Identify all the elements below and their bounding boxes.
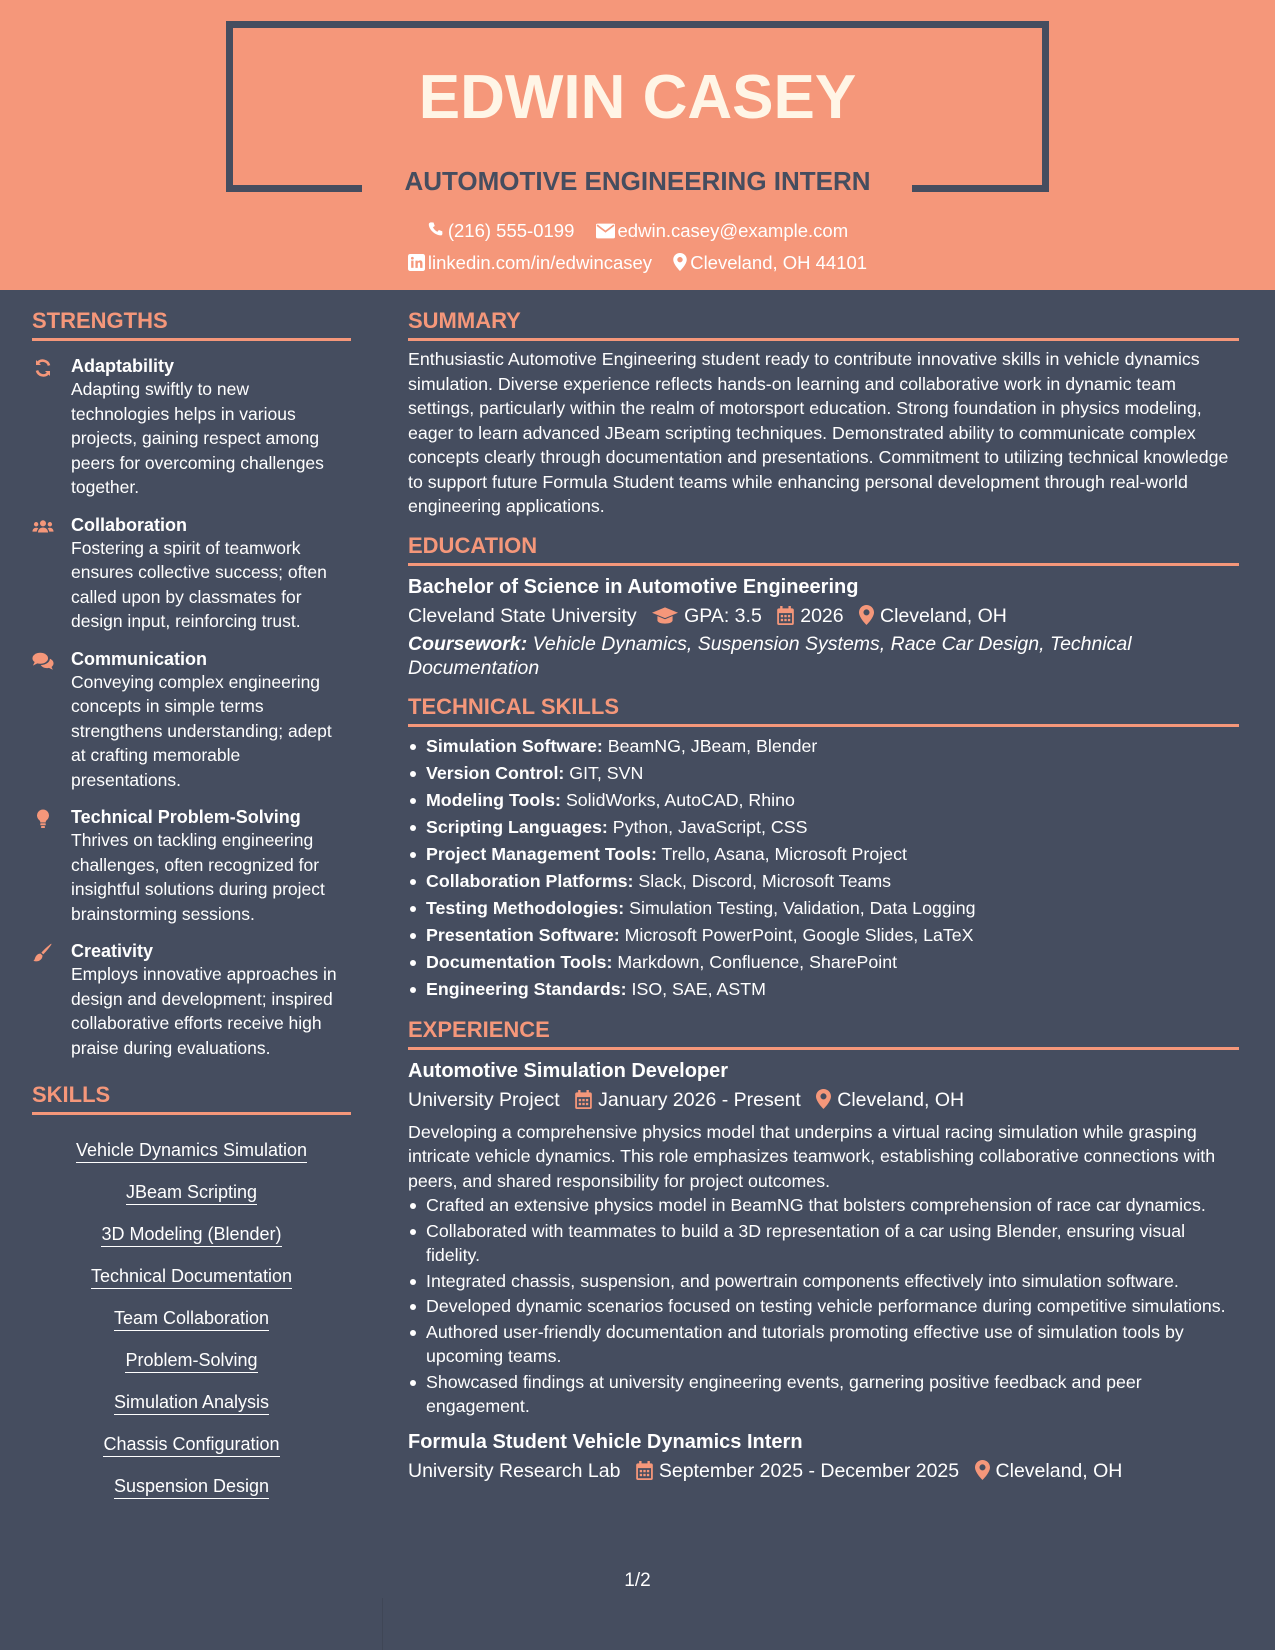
skills-list: [32, 1121, 351, 1499]
skill-tag: Suspension Design: [114, 1466, 269, 1499]
degree-title: Bachelor of Science in Automotive Engineering: [408, 575, 859, 598]
contact-phone[interactable]: [427, 220, 575, 242]
job-location: Cleveland, OH: [995, 1459, 1123, 1482]
list-item: Showcased findings at university engineering events, garnering positive feedback and peer engagement.: [408, 1370, 1239, 1419]
calendar-icon: [777, 606, 794, 625]
education-title: EDUCATION: [408, 533, 1239, 566]
job-meta: [408, 1086, 1239, 1114]
list-item: Engineering Standards: ISO, SAE, ASTM: [408, 976, 1239, 1003]
location-icon: [859, 605, 874, 625]
list-item: Testing Methodologies: Simulation Testing, Validation, Data Logging: [408, 895, 1239, 922]
school-name: Cleveland State University: [408, 604, 637, 627]
list-item: Presentation Software: Microsoft PowerPoint, Google Slides, LaTeX: [408, 922, 1239, 949]
location-icon: [673, 253, 687, 271]
skill-tag: Technical Documentation: [91, 1256, 292, 1289]
list-item: Simulation Software: BeamNG, JBeam, Blender: [408, 733, 1239, 760]
strength-item: [32, 648, 351, 793]
coursework: [408, 632, 1239, 680]
education-meta: [408, 602, 1239, 630]
list-item: Version Control: GIT, SVN: [408, 760, 1239, 787]
list-item: Project Management Tools: Trello, Asana, Microsoft Project: [408, 841, 1239, 868]
job-title: Formula Student Vehicle Dynamics Intern: [408, 1430, 803, 1453]
technical-skills-list: [408, 733, 1239, 1003]
sync-icon: [32, 358, 54, 378]
contact-location: [673, 252, 867, 274]
school-location: Cleveland, OH: [880, 604, 1007, 627]
strength-title: Adaptability: [71, 356, 175, 376]
contact-linkedin[interactable]: [408, 252, 652, 274]
users-icon: [32, 517, 54, 537]
candidate-role: AUTOMOTIVE ENGINEERING INTERN: [404, 166, 871, 196]
phone-text: (216) 555-0199: [447, 220, 575, 241]
skills-title: SKILLS: [32, 1082, 351, 1115]
coursework-list: Vehicle Dynamics, Suspension Systems, Race Car Design, Technical Documentation: [408, 632, 1132, 679]
summary-title: SUMMARY: [408, 308, 1239, 341]
list-item: Modeling Tools: SolidWorks, AutoCAD, Rhino: [408, 787, 1239, 814]
email-icon: [596, 223, 615, 239]
strength-item: [32, 355, 351, 500]
skill-tag: Chassis Configuration: [103, 1424, 279, 1457]
list-item: Authored user-friendly documentation and tutorials promoting effective use of simulation tools by upcoming teams.: [408, 1320, 1239, 1369]
summary-text: Enthusiastic Automotive Engineering student ready to contribute innovative skills in vehicle dynamics simulation. Diverse experience reflects hands-on learning and collaborative work in dynamic team settings, particularly within the realm of motorsport education. Strong foundation in physics modeling, eager to learn advanced JBeam scripting techniques. Demonstrated ability to communicate complex concepts clearly through documentation and presentations. Commitment to utilizing technical knowledge to support future Formula Student teams while enhancing personal development through real-world engineering applications.: [408, 349, 1229, 516]
strength-description: Employs innovative approaches in design and development; inspired collaborative efforts receive high praise during evaluations.: [71, 964, 337, 1058]
linkedin-text: linkedin.com/in/edwincasey: [427, 252, 653, 273]
strengths-title: STRENGTHS: [32, 308, 351, 341]
coursework-label: Coursework:: [408, 632, 528, 655]
location-icon: [816, 1089, 831, 1109]
skill-tag: 3D Modeling (Blender): [101, 1214, 281, 1247]
strength-item: [32, 806, 351, 926]
list-item: Crafted an extensive physics model in BeamNG that bolsters comprehension of race car dynamics.: [408, 1193, 1239, 1218]
right-column: [408, 290, 1239, 1485]
skill-tag: Problem-Solving: [125, 1340, 257, 1373]
strength-title: Creativity: [71, 941, 154, 961]
job-dates: January 2026 - Present: [598, 1088, 801, 1111]
contact-row-2: [0, 252, 1275, 274]
calendar-icon: [575, 1090, 592, 1109]
strength-item: [32, 940, 351, 1060]
strength-title: Collaboration: [71, 514, 187, 535]
strength-description: Adapting swiftly to new technologies helps in various projects, gaining respect among peers for overcoming challenges together.: [71, 379, 324, 497]
job-meta: [408, 1457, 1239, 1485]
job-location: Cleveland, OH: [837, 1088, 965, 1111]
strength-title: Technical Problem-Solving: [71, 807, 301, 827]
contact-row-1: [0, 220, 1275, 242]
skill-tag: Team Collaboration: [114, 1298, 269, 1331]
linkedin-icon: [408, 254, 425, 271]
phone-icon: [427, 221, 445, 239]
technical-skills-title: TECHNICAL SKILLS: [408, 694, 1239, 727]
list-item: Scripting Languages: Python, JavaScript, CSS: [408, 814, 1239, 841]
page-number: 1/2: [624, 1570, 651, 1591]
job-organization: University Research Lab: [408, 1459, 621, 1482]
list-item: Developed dynamic scenarios focused on testing vehicle performance during competitive simulations.: [408, 1294, 1239, 1319]
strength-item: [32, 514, 351, 634]
strength-description: Conveying complex engineering concepts in simple terms strengthens understanding; adept at crafting memorable presentations.: [71, 671, 332, 790]
list-item: Documentation Tools: Markdown, Confluence, SharePoint: [408, 949, 1239, 976]
skill-tag: Vehicle Dynamics Simulation: [76, 1130, 307, 1163]
strength-description: Fostering a spirit of teamwork ensures collective success; often called upon by classmates for design input, reinforcing trust.: [71, 537, 327, 631]
job-bullets: [408, 1193, 1239, 1419]
gpa-text: GPA: 3.5: [684, 604, 762, 627]
location-icon: [975, 1460, 990, 1480]
lightbulb-icon: [32, 809, 54, 829]
list-item: Integrated chassis, suspension, and powertrain components effectively into simulation software.: [408, 1269, 1239, 1294]
strength-title: Communication: [71, 648, 208, 669]
graduation-year: 2026: [800, 604, 844, 627]
list-item: Collaborated with teammates to build a 3D representation of a car using Blender, ensuring visual fidelity.: [408, 1219, 1239, 1268]
left-column: [32, 290, 351, 1499]
job-title: Automotive Simulation Developer: [408, 1059, 729, 1082]
location-text: Cleveland, OH 44101: [690, 252, 868, 273]
resume-header: [0, 0, 1275, 290]
graduation-cap-icon: [652, 607, 678, 625]
paintbrush-icon: [32, 943, 54, 963]
skill-tag: JBeam Scripting: [126, 1172, 257, 1205]
calendar-icon: [636, 1461, 653, 1480]
job-dates: September 2025 - December 2025: [658, 1459, 960, 1482]
job-organization: University Project: [408, 1088, 560, 1111]
experience-title: EXPERIENCE: [408, 1017, 1239, 1050]
strength-description: Thrives on tackling engineering challenges, often recognized for insightful solutions during project brainstorming sessions.: [71, 830, 325, 924]
job-description: Developing a comprehensive physics model that underpins a virtual racing simulation while grasping intricate vehicle dynamics. This role emphasizes teamwork, establishing collaborative connections with peers, and shared responsibility for project outcomes.: [408, 1121, 1216, 1191]
skill-tag: Simulation Analysis: [114, 1382, 269, 1415]
contact-email[interactable]: [596, 220, 849, 242]
candidate-name: EDWIN CASEY: [418, 63, 857, 132]
list-item: Collaboration Platforms: Slack, Discord, Microsoft Teams: [408, 868, 1239, 895]
email-text: edwin.casey@example.com: [617, 220, 849, 241]
comments-icon: [32, 651, 54, 671]
